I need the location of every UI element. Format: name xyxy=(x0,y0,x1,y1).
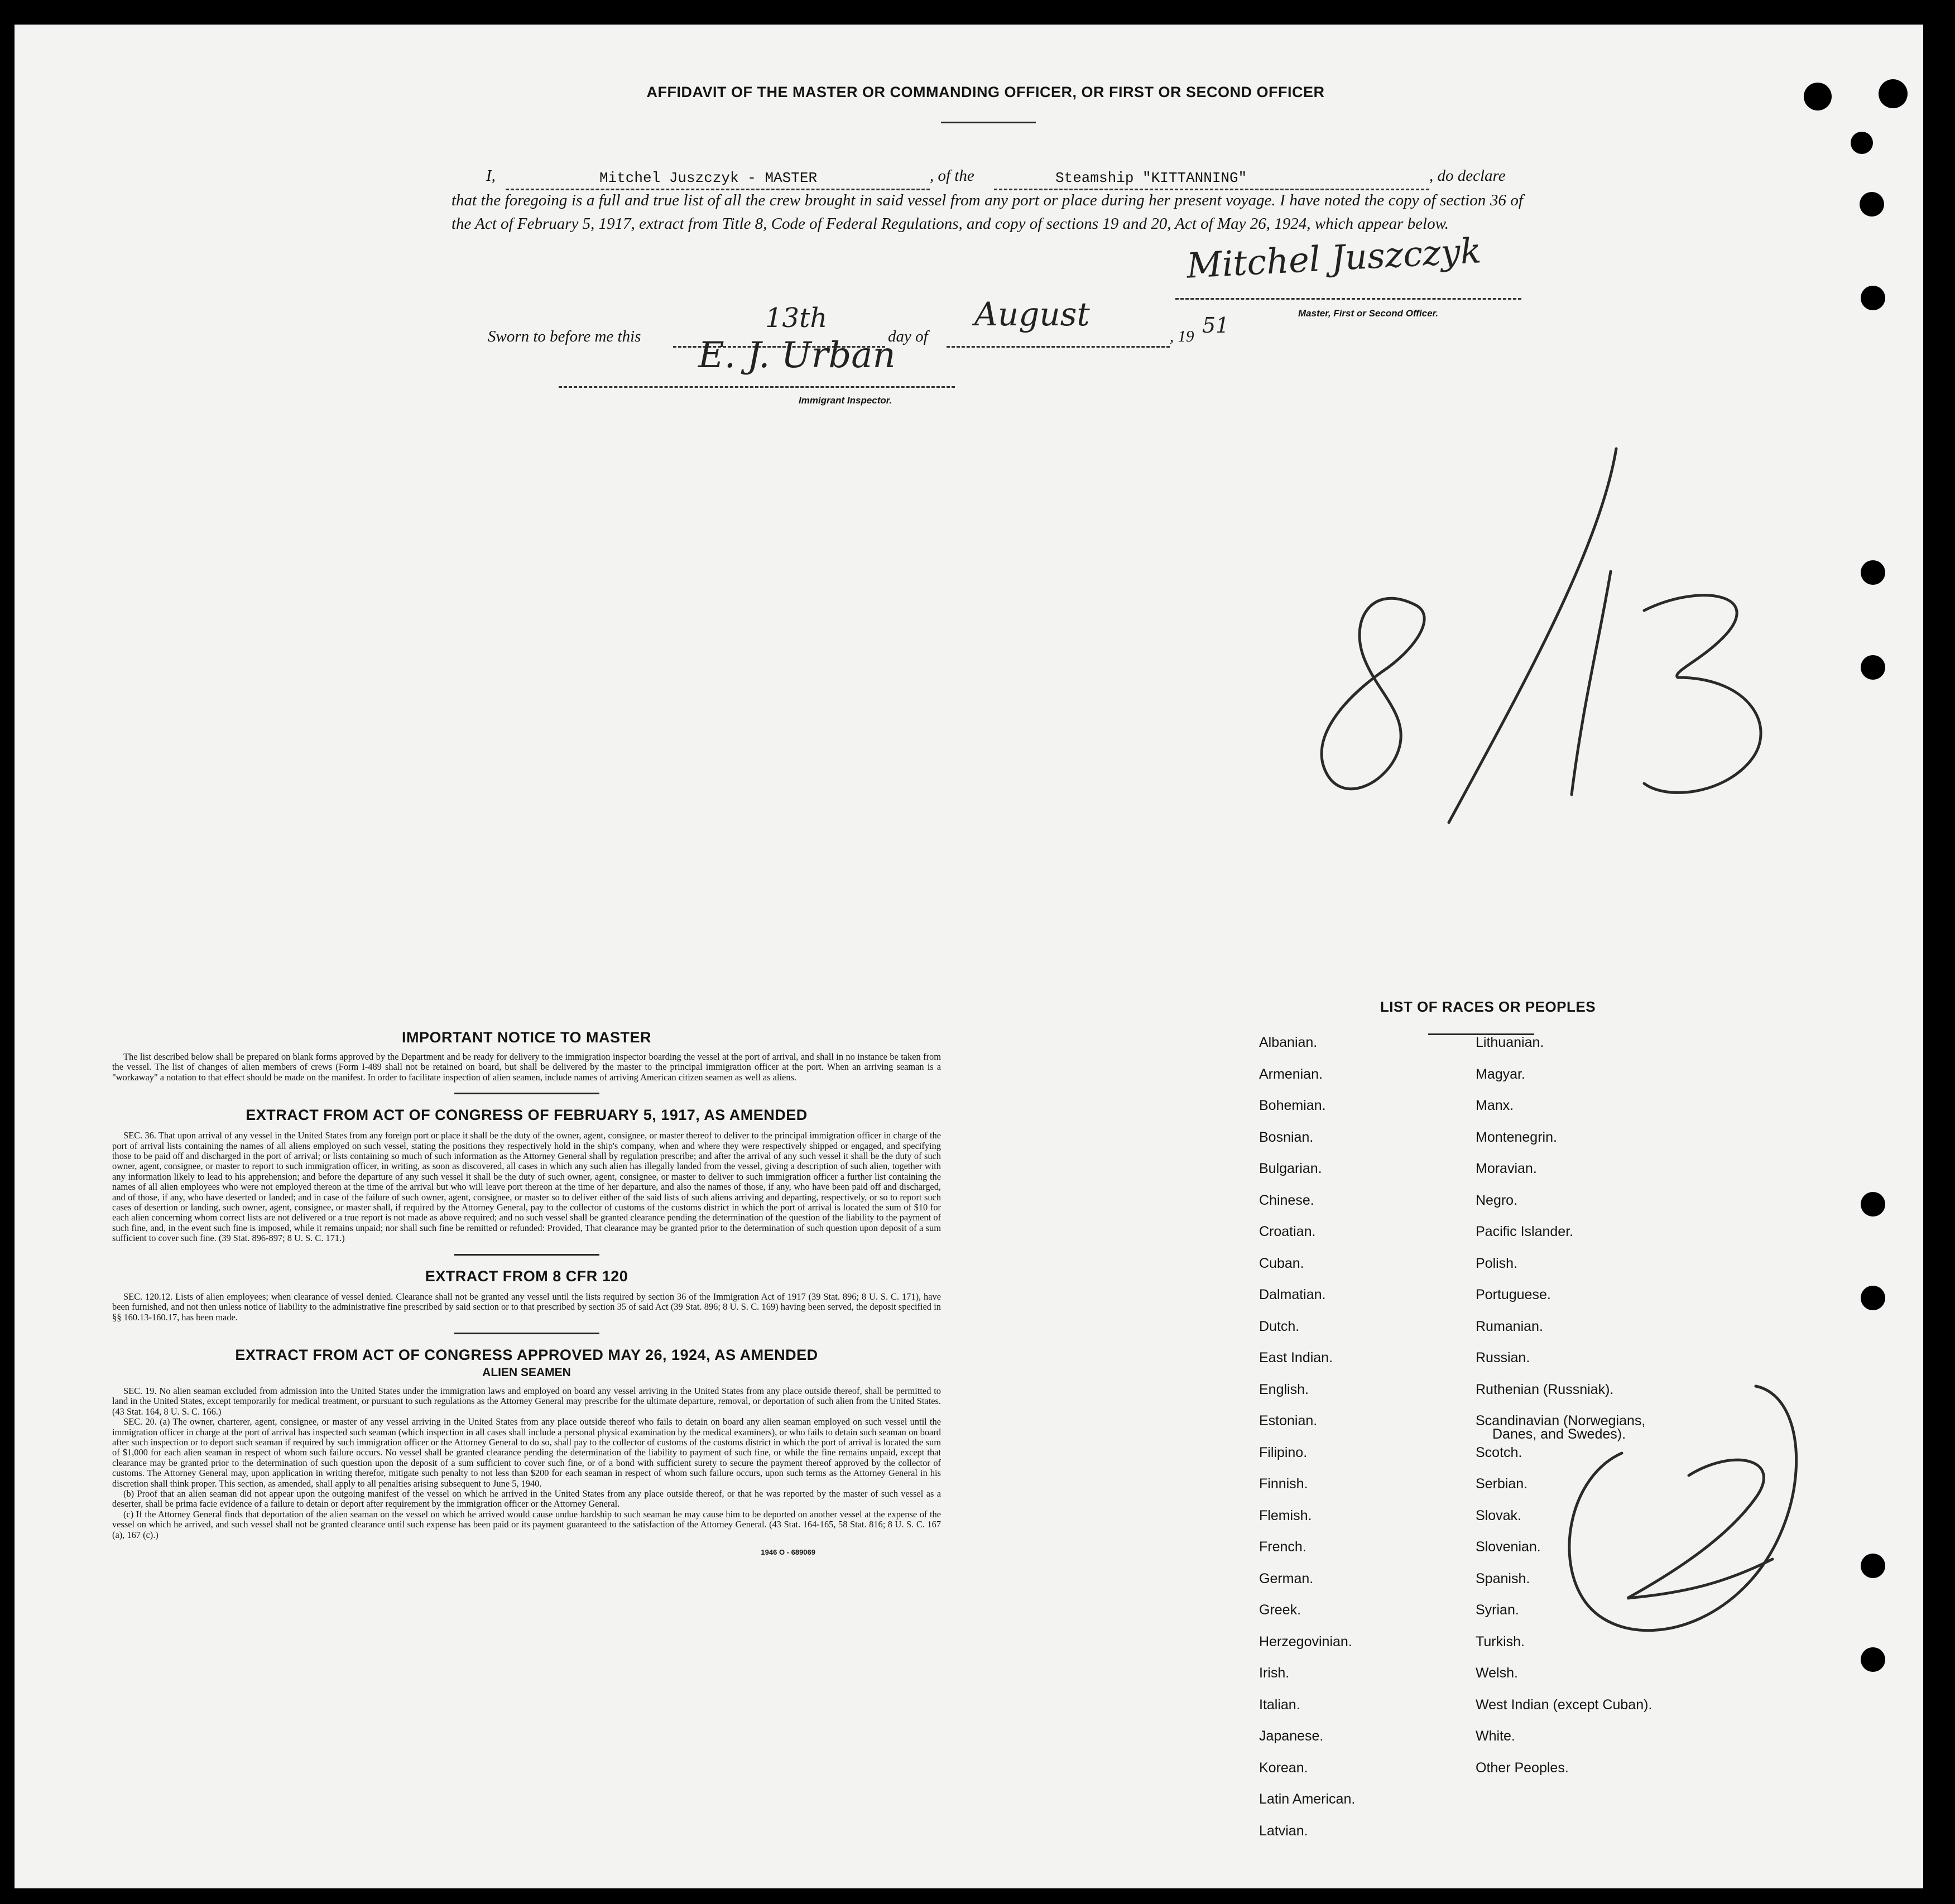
race-item: Korean. xyxy=(1259,1759,1308,1776)
race-item: White. xyxy=(1476,1728,1515,1744)
punch-hole xyxy=(1861,560,1885,585)
section-20b-text: (b) Proof that an alien seaman did not appear upon the outgoing manifest of the vessel on which he arrived in the United States from any place outside thereof, or that he was reported by the master of such vessel as a deserter, shall be prima facie evidence of a failure to detain or deport after requirement by the immigration officer or the Attorney General. xyxy=(112,1488,941,1509)
race-item: Polish. xyxy=(1476,1255,1518,1271)
race-item: Welsh. xyxy=(1476,1665,1518,1681)
race-item: French. xyxy=(1259,1539,1306,1555)
race-item: Italian. xyxy=(1259,1696,1300,1713)
race-item: Cuban. xyxy=(1259,1255,1304,1271)
race-item: Syrian. xyxy=(1476,1602,1519,1618)
race-item: Other Peoples. xyxy=(1476,1759,1569,1776)
race-item: Moravian. xyxy=(1476,1161,1537,1176)
race-item: Serbian. xyxy=(1476,1476,1528,1492)
document-sheet xyxy=(15,25,1923,1888)
section-20a-text: SEC. 20. (a) The owner, charterer, agent, consignee, or master of any vessel arriving in the United States from any place outside thereof who fails to detain on board any alien seaman employed on such vessel until the immigration officer in charge at the port of arrival has inspected such seaman (which inspection in all cases shall include a personal physical examination by the medical examiners), or who fails to detain such seaman on board after such inspection or to deport such seaman if required by such immigration officer or the Attorney General to do so, shall pay to the collector of customs of the customs district in which the port of arrival is located the sum of $1,000 for each alien seaman in respect of whom such failure occurs. No vessel shall be granted clearance pending the determination of the liability to payment of such fine, or while the fine remains unpaid, except that clearance may be granted prior to the determination of such question upon the deposit of a sum sufficient to cover such fine, or of a bond with sufficient surety to secure the payment thereof approved by the collector of customs. The Attorney General may, upon application in writing therefor, mitigate such penalty to not less than $200 for each seaman in respect of whom such failure occurs, upon such terms as the Attorney General in his discretion shall think proper. This section, as amended, shall apply to all penalties arising subsequent to June 5, 1940. xyxy=(112,1416,941,1489)
punch-hole xyxy=(1860,192,1884,217)
master-name-value: Mitchel Juszczyk - MASTER xyxy=(599,170,818,186)
race-item: Bohemian. xyxy=(1259,1098,1326,1113)
punch-hole xyxy=(1804,83,1832,110)
race-item: Finnish. xyxy=(1259,1476,1308,1492)
extract-cfr-text: SEC. 120.12. Lists of alien employees; when clearance of vessel denied. Clearance shall not be granted any vessel until the lists required by section 36 of the Immigration Act of 1917 (39 Stat. 896; 8 U. S. C. 171), have been furnished, and not then unless notice of liability to the administrative fine prescribed by said section or to that prescribed by section 35 of said Act (39 Stat. 896; 8 U. S. C. 169) having been served, the deposit specified in §§ 160.13-160.17, has been made. xyxy=(112,1291,941,1323)
vessel-name-value: Steamship "KITTANNING" xyxy=(1055,170,1247,186)
punch-hole xyxy=(1861,1554,1885,1578)
race-item-continuation: Danes, and Swedes). xyxy=(1492,1426,1626,1442)
race-item: Herzegovinian. xyxy=(1259,1633,1352,1650)
race-item: Slovenian. xyxy=(1476,1539,1541,1555)
punch-hole xyxy=(1861,1192,1885,1217)
race-item: Bulgarian. xyxy=(1259,1161,1322,1176)
extract-1917-text: SEC. 36. That upon arrival of any vessel in the United States from any foreign port or place it shall be the duty of the owner, agent, consignee, or master thereof to deliver to the principal immigration officer in charge of the port of arrival lists containing the names of all aliens employed on such vessel, stating the positions they respectively hold in the ship's company, when and where they were respectively shipped or engaged, and specifying those to be paid off and discharged in the port of arrival; or lists containing so much of such information as the Attorney General shall by regulation prescribe; and after the arrival of any such vessel it shall be the duty of such owner, agent, consignee, or master to report to such immigration officer, in writing, as soon as discovered, all cases in which any such alien has illegally landed from the vessel, giving a description of such alien, together with any information likely to lead to his apprehension; and before the departure of any such vessel it shall be the duty of such owner, agent, consignee, or master to deliver to such immigration officer a further list containing the names of all alien employees who were not employed thereon at the time of the arrival but who will leave port thereon at the time of her departure, and also the names of those, if any, who have been paid off and discharged, and of those, if any, who have deserted or landed; and in case of the failure of such owner, agent, consignee, or master so to deliver either of the said lists of such aliens arriving and departing, respectively, or so to report such cases of desertion or landing, such owner, agent, consignee, or master shall, if required by the Attorney General, pay to the collector of customs of the customs district in which the port of arrival is located the sum of $10 for each alien concerning whom correct lists are not delivered or a true report is not made as above required; and no such vessel shall be granted clearance pending the determination of the question of the liability to the payment of such fine, and, in the event such fine is imposed, while it remains unpaid; nor shall such fine be remitted or refunded: Provided, That clearance may be granted prior to the determination of such question upon deposit of a sum sufficient to cover such fine. (39 Stat. 896-897; 8 U. S. C. 171.) xyxy=(112,1130,941,1244)
of-the-text: , of the xyxy=(930,167,974,185)
race-item: Flemish. xyxy=(1259,1507,1312,1523)
race-item: Lithuanian. xyxy=(1476,1035,1544,1050)
year-prefix: , 19 xyxy=(1170,328,1194,345)
extract-1924-title: EXTRACT FROM ACT OF CONGRESS APPROVED MAY 26, 1924, AS AMENDED xyxy=(235,1346,818,1363)
race-item: Latin American. xyxy=(1259,1791,1356,1807)
rule xyxy=(454,1333,599,1334)
title-rule xyxy=(941,122,1036,123)
handwritten-date-mark xyxy=(1287,437,1834,850)
extract-1924-subtitle: ALIEN SEAMEN xyxy=(482,1366,571,1379)
master-signature-caption: Master, First or Second Officer. xyxy=(1298,308,1438,319)
race-item: Dalmatian. xyxy=(1259,1287,1326,1302)
race-item: Armenian. xyxy=(1259,1066,1323,1082)
race-item: West Indian (except Cuban). xyxy=(1476,1696,1653,1713)
affidavit-title: AFFIDAVIT OF THE MASTER OR COMMANDING OFFICER, OR FIRST OR SECOND OFFICER xyxy=(646,84,1325,100)
race-item: Negro. xyxy=(1476,1192,1518,1208)
race-item: English. xyxy=(1259,1381,1309,1397)
race-item: Scotch. xyxy=(1476,1444,1522,1460)
race-item: Estonian. xyxy=(1259,1413,1318,1429)
race-item: Montenegrin. xyxy=(1476,1129,1557,1145)
race-item: Turkish. xyxy=(1476,1633,1525,1650)
sworn-month-value: August xyxy=(974,295,1090,333)
race-item: Latvian. xyxy=(1259,1823,1308,1839)
rule xyxy=(454,1093,599,1094)
do-declare-text: , do declare xyxy=(1429,167,1506,185)
punch-hole xyxy=(1861,1647,1885,1672)
sworn-month-line xyxy=(947,346,1170,348)
race-item: German. xyxy=(1259,1570,1314,1586)
master-signature: Mitchel Juszczyk xyxy=(1185,230,1482,286)
race-item: Pacific Islander. xyxy=(1476,1224,1574,1239)
circled-number-mark xyxy=(1544,1364,1834,1665)
day-of-text: day of xyxy=(888,328,928,345)
punch-hole xyxy=(1861,286,1885,310)
race-item: Greek. xyxy=(1259,1602,1301,1618)
section-19-text: SEC. 19. No alien seaman excluded from admission into the United States under the immigration laws and employed on board any vessel arriving in the United States from any place outside thereof, shall be permitted to land in the United States, except temporarily for medical treatment, or pursuant to such regulations as the Attorney General may prescribe for the ultimate departure, removal, or deportation of such alien from the United States. (43 Stat. 164, 8 U. S. C. 166.) xyxy=(112,1385,941,1417)
race-item: Dutch. xyxy=(1259,1318,1300,1334)
race-item: Scandinavian (Norwegians, xyxy=(1476,1413,1646,1429)
affidavit-statement: that the foregoing is a full and true list of all the crew brought in said vessel from any port or place during her present voyage. I have noted the copy of section 36 of the Act of February 5, 1917, extract from Title 8, Code of Federal Regulations, and copy of sections 19 and 20, Act of May 26, 1924, which appear below. xyxy=(451,191,1523,233)
extract-cfr-title: EXTRACT FROM 8 CFR 120 xyxy=(425,1267,628,1285)
race-item: Chinese. xyxy=(1259,1192,1314,1208)
rule xyxy=(454,1254,599,1256)
extract-1917-title: EXTRACT FROM ACT OF CONGRESS OF FEBRUARY 5, 1917, AS AMENDED xyxy=(246,1107,808,1124)
section-20c-text: (c) If the Attorney General finds that deportation of the alien seaman on the vessel on which he arrived would cause undue hardship to such seaman he may cause him to be deported on another vessel at the expense of the vessel on which he arrived, and such vessel shall not be granted clearance until such expense has been paid or its payment guaranteed to the satisfaction of the Attorney General. (43 Stat. 164-165, 58 Stat. 816; 8 U. S. C. 167 (a), 167 (c).) xyxy=(112,1508,941,1540)
punch-hole xyxy=(1861,655,1885,680)
races-title: LIST OF RACES OR PEOPLES xyxy=(1380,998,1596,1015)
affidavit-line-start: I, xyxy=(486,167,496,185)
notice-column xyxy=(112,1029,941,1556)
year-suffix: 51 xyxy=(1202,313,1229,338)
punch-hole xyxy=(1861,1286,1885,1310)
race-item: Rumanian. xyxy=(1476,1318,1543,1334)
race-item: Spanish. xyxy=(1476,1570,1530,1586)
race-item: Albanian. xyxy=(1259,1035,1318,1050)
race-item: Ruthenian (Russniak). xyxy=(1476,1381,1614,1397)
punch-hole xyxy=(1851,132,1873,154)
race-item: Manx. xyxy=(1476,1098,1514,1113)
inspector-caption: Immigrant Inspector. xyxy=(799,395,892,406)
race-item: Magyar. xyxy=(1476,1066,1525,1082)
notice-text: The list described below shall be prepared on blank forms approved by the Department and be ready for delivery to the immigration inspector boarding the vessel at the port of arrival, and shall in no instance be taken from the vessel. The list of changes of alien members of crews (Form I-489 shall not be retained on board, but shall be delivered by the master to the principal immigration officer at the port. When an arriving seaman is a "workaway" a notation to that effect should be made on the manifest. In order to facilitate inspection of alien seamen, include names of arriving American citizen seamen as well as aliens. xyxy=(112,1051,941,1083)
race-item: Filipino. xyxy=(1259,1444,1308,1460)
race-item: East Indian. xyxy=(1259,1350,1333,1366)
race-item: Croatian. xyxy=(1259,1224,1316,1239)
race-item: Irish. xyxy=(1259,1665,1290,1681)
race-item: Japanese. xyxy=(1259,1728,1324,1744)
race-item: Portuguese. xyxy=(1476,1287,1551,1302)
inspector-signature: E. J. Urban xyxy=(698,335,896,376)
punch-hole xyxy=(1879,79,1908,108)
sworn-text: Sworn to before me this xyxy=(488,328,641,345)
race-item: Russian. xyxy=(1476,1350,1530,1366)
master-signature-line xyxy=(1175,298,1521,300)
race-item: Bosnian. xyxy=(1259,1129,1314,1145)
race-item: Slovak. xyxy=(1476,1507,1521,1523)
inspector-signature-line xyxy=(559,386,955,388)
notice-title: IMPORTANT NOTICE TO MASTER xyxy=(402,1029,651,1046)
sworn-day-value: 13th xyxy=(765,302,828,334)
print-code: 1946 O - 689069 xyxy=(761,1548,815,1556)
